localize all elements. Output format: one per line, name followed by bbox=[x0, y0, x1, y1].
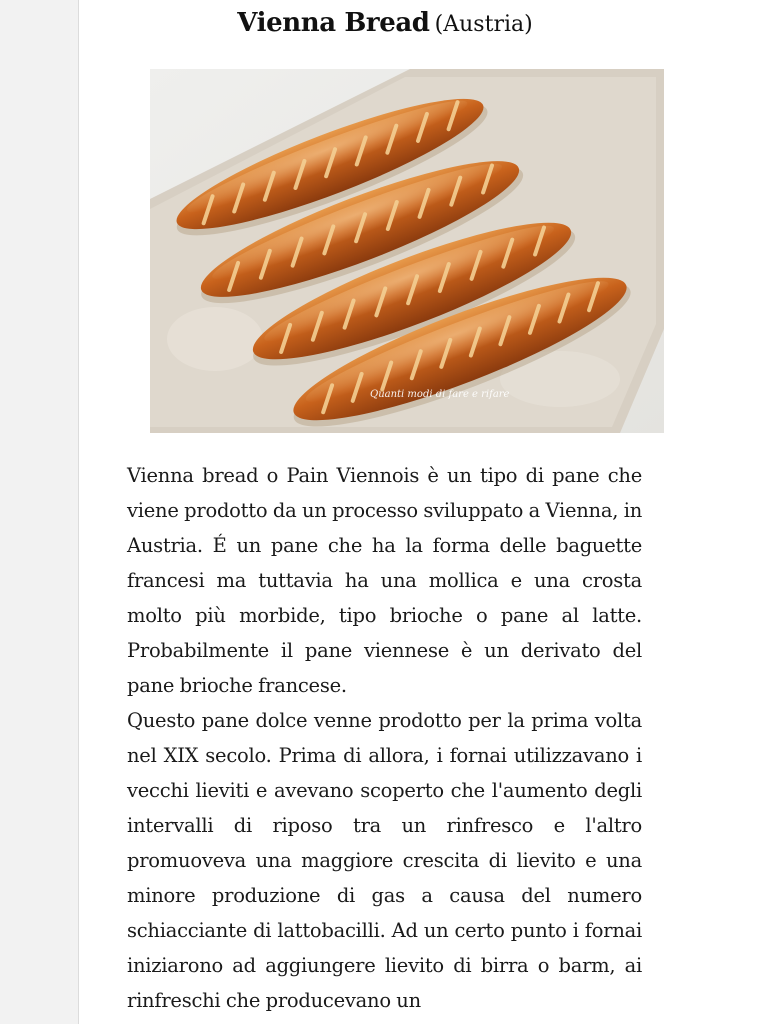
title-country: (Austria) bbox=[434, 12, 533, 37]
paragraph-1: Vienna bread o Pain Viennois è un tipo di pane che viene prodotto da un processo sviluppato a Vienna, in Austria. É un pane che ha la forma delle baguette francesi ma tuttavia ha una mollica e una crosta molto più morbide, tipo brioche o pane al latte. Probabilmente il pane viennese è un derivato del pane brioche francese. bbox=[127, 464, 642, 697]
photo-watermark: Quanti modi di fare e rifare bbox=[370, 389, 510, 400]
article-page bbox=[78, 0, 768, 1024]
article-title bbox=[79, 8, 691, 38]
title-main: Vienna Bread bbox=[237, 8, 430, 38]
paragraph-2: Questo pane dolce venne prodotto per la prima volta nel XIX secolo. Prima di allora, i fornai utilizzavano i vecchi lieviti e avevano scoperto che l'aumento degli intervalli di riposo tra un rinfresco e l'altro promuoveva una maggiore crescita di lievito e una minore produzione di gas a causa del numero schiacciante di lattobacilli. Ad un certo punto i fornai iniziarono ad aggiungere lievito di birra o barm, ai rinfreschi che producevano un bbox=[127, 709, 642, 1012]
article-body bbox=[127, 458, 642, 1018]
bread-photo bbox=[150, 69, 664, 433]
